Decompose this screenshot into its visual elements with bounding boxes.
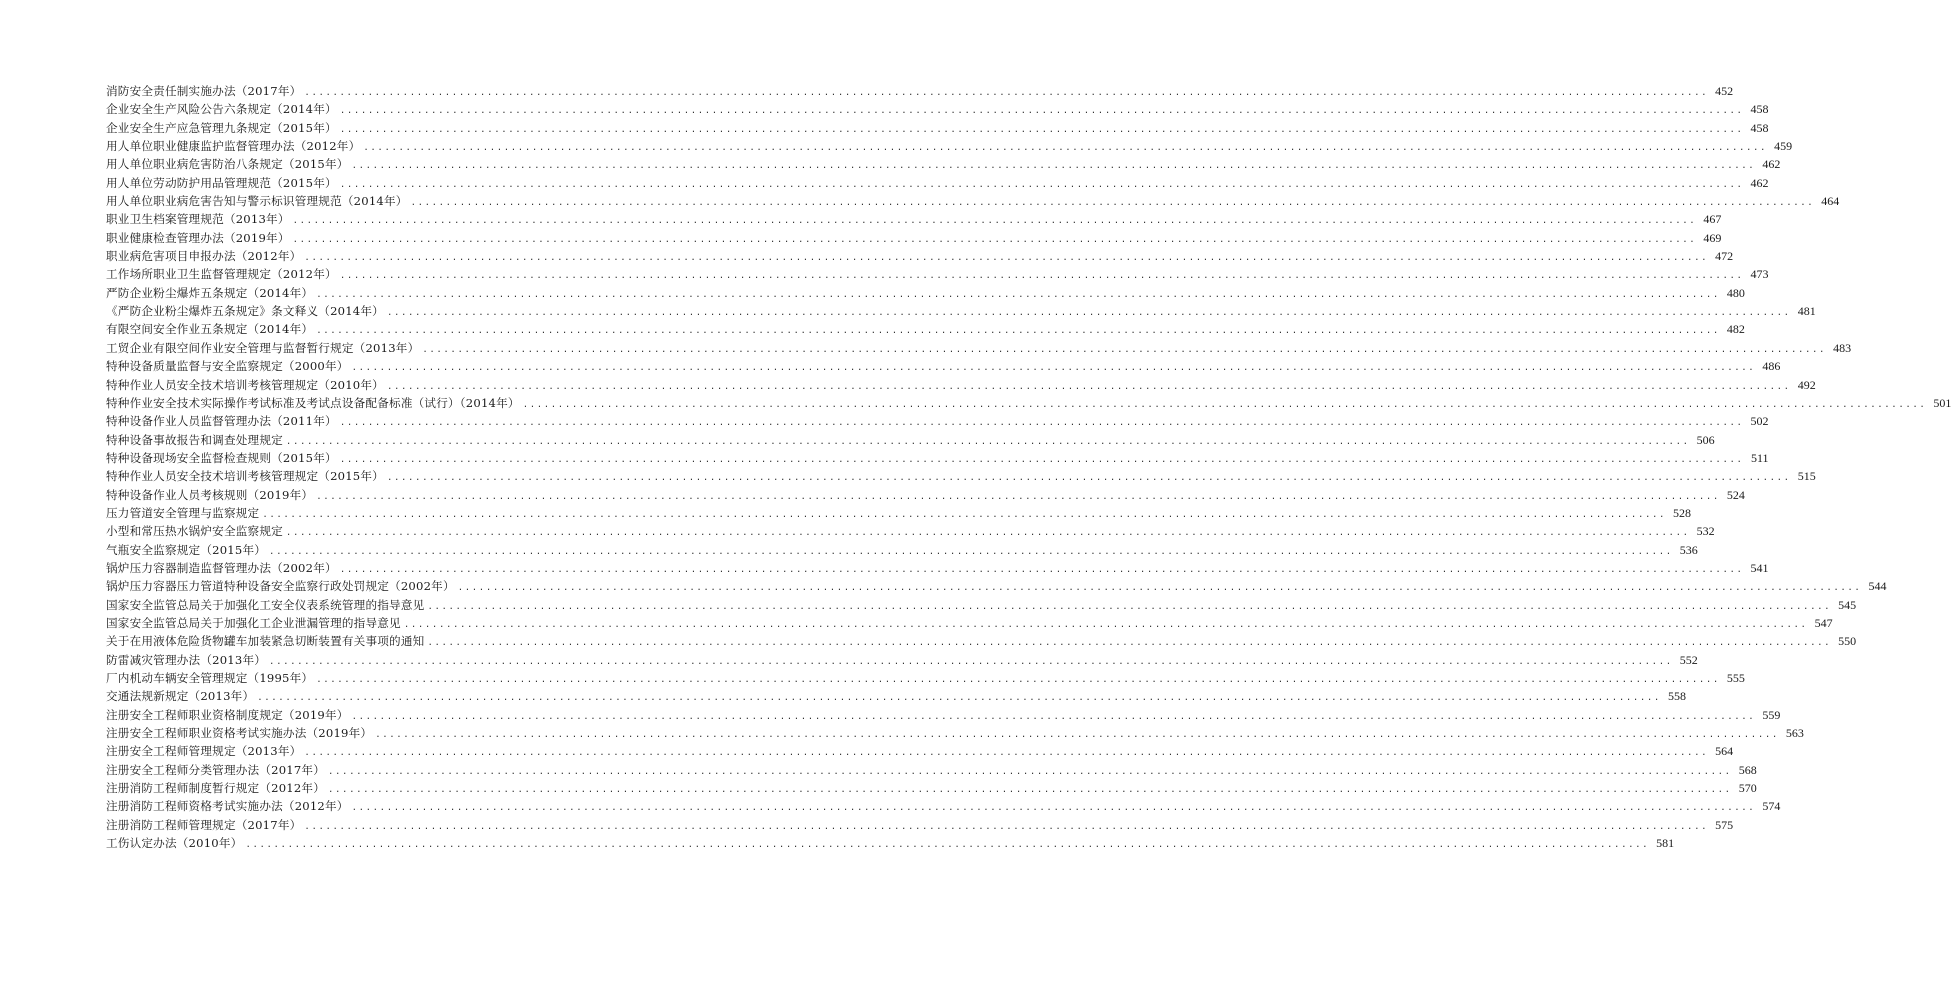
dot-leader: [422, 341, 1826, 359]
toc-entry[interactable]: [106, 816, 1734, 834]
dot-leader: [404, 616, 1808, 634]
dot-leader: [316, 286, 1720, 304]
dot-leader: [458, 579, 1862, 597]
toc-entry[interactable]: [106, 394, 1951, 412]
toc-entry[interactable]: [106, 82, 1734, 100]
toc-entry-page-number: 502: [1750, 414, 1769, 429]
dot-leader: [340, 451, 1744, 469]
toc-entry[interactable]: [106, 320, 1745, 338]
toc-entry[interactable]: [106, 284, 1745, 302]
toc-entry-page-number: 464: [1821, 194, 1840, 209]
toc-entry[interactable]: [106, 614, 1833, 632]
toc-entry-title: 注册安全工程师职业资格制度规定（2019年）: [106, 707, 349, 722]
dot-leader: [340, 414, 1744, 432]
dot-leader: [340, 121, 1744, 139]
toc-entry-page-number: 462: [1762, 157, 1781, 172]
dot-leader: [328, 781, 1732, 799]
dot-leader: [352, 157, 1756, 175]
toc-entry[interactable]: [106, 339, 1852, 357]
toc-entry[interactable]: [106, 522, 1715, 540]
toc-entry-title: 特种作业人员安全技术培训考核管理规定（2015年）: [106, 469, 384, 484]
toc-entry-title: 注册安全工程师职业资格考试实施办法（2019年）: [106, 726, 373, 741]
dot-leader: [352, 708, 1756, 726]
toc-entry-title: 注册消防工程师管理规定（2017年）: [106, 817, 302, 832]
dot-leader: [269, 543, 1673, 561]
toc-entry-page-number: 552: [1679, 652, 1698, 667]
toc-entry-page-number: 563: [1785, 726, 1804, 741]
dot-leader: [293, 212, 1697, 230]
toc-entry-page-number: 545: [1838, 597, 1857, 612]
toc-entry-title: 特种设备现场安全监督检查规则（2015年）: [106, 450, 337, 465]
toc-entry-title: 工伤认定办法（2010年）: [106, 836, 243, 851]
dot-leader: [387, 304, 1791, 322]
toc-entry-page-number: 473: [1750, 267, 1769, 282]
toc-entry[interactable]: [106, 174, 1769, 192]
toc-entry-page-number: 547: [1814, 615, 1833, 630]
toc-entry-page-number: 581: [1656, 836, 1675, 851]
toc-entry-title: 注册安全工程师管理规定（2013年）: [106, 744, 302, 759]
toc-entry[interactable]: [106, 504, 1692, 522]
dot-leader: [316, 671, 1720, 689]
toc-entry[interactable]: [106, 742, 1734, 760]
toc-entry-page-number: 558: [1667, 689, 1686, 704]
dot-leader: [387, 469, 1791, 487]
dot-leader: [340, 267, 1744, 285]
toc-entry[interactable]: [106, 687, 1686, 705]
toc-entry[interactable]: [106, 779, 1757, 797]
toc-entry[interactable]: [106, 210, 1722, 228]
toc-entry-page-number: 570: [1738, 781, 1757, 796]
toc-entry-title: 注册消防工程师制度暂行规定（2012年）: [106, 781, 326, 796]
toc-entry-page-number: 536: [1679, 542, 1698, 557]
toc-entry-title: 特种设备作业人员考核规则（2019年）: [106, 487, 314, 502]
toc-entry[interactable]: [106, 431, 1715, 449]
dot-leader: [352, 799, 1756, 817]
dot-leader: [427, 634, 1831, 652]
toc-entry-title: 有限空间安全作业五条规定（2014年）: [106, 322, 314, 337]
dot-leader: [293, 231, 1697, 249]
toc-entry[interactable]: [106, 596, 1857, 614]
toc-entry[interactable]: [106, 632, 1857, 650]
toc-entry-page-number: 492: [1797, 377, 1816, 392]
toc-entry-title: 特种设备事故报告和调查处理规定: [106, 432, 283, 447]
toc-entry-title: 企业安全生产风险公告六条规定（2014年）: [106, 102, 337, 117]
dot-leader: [340, 561, 1744, 579]
toc-entry-title: 工贸企业有限空间作业安全管理与监督暂行规定（2013年）: [106, 340, 420, 355]
dot-leader: [387, 378, 1791, 396]
toc-entry[interactable]: [106, 302, 1816, 320]
toc-entry-title: 压力管道安全管理与监察规定: [106, 505, 260, 520]
toc-entry[interactable]: [106, 412, 1769, 430]
toc-entry[interactable]: [106, 467, 1816, 485]
toc-entry-title: 严防企业粉尘爆炸五条规定（2014年）: [106, 285, 314, 300]
toc-entry-page-number: 524: [1726, 487, 1745, 502]
toc-entry-title: 锅炉压力容器压力管道特种设备安全监察行政处罚规定（2002年）: [106, 579, 455, 594]
dot-leader: [340, 102, 1744, 120]
toc-entry-title: 企业安全生产应急管理九条规定（2015年）: [106, 120, 337, 135]
dot-leader: [304, 744, 1708, 762]
toc-entry-page-number: 482: [1726, 322, 1745, 337]
dot-leader: [304, 249, 1708, 267]
toc-entry-title: 用人单位职业病危害告知与警示标识管理规范（2014年）: [106, 194, 408, 209]
toc-entry-title: 小型和常压热水锅炉安全监察规定: [106, 524, 283, 539]
toc-entry-title: 职业卫生档案管理规范（2013年）: [106, 212, 290, 227]
toc-entry-title: 特种设备作业人员监督管理办法（2011年）: [106, 414, 337, 429]
dot-leader: [286, 433, 1690, 451]
dot-leader: [363, 139, 1767, 157]
toc-entry-page-number: 544: [1868, 579, 1887, 594]
toc-entry-title: 注册消防工程师资格考试实施办法（2012年）: [106, 799, 349, 814]
toc-entry-page-number: 532: [1696, 524, 1715, 539]
toc-entry-page-number: 564: [1715, 744, 1734, 759]
toc-entry-page-number: 480: [1726, 285, 1745, 300]
toc-entry[interactable]: [106, 651, 1698, 669]
toc-entry-title: 消防安全责任制实施办法（2017年）: [106, 84, 302, 98]
toc-entry-title: 特种作业安全技术实际操作考试标准及考试点设备配备标准（试行）（2014年）: [106, 395, 520, 410]
dot-leader: [304, 84, 1708, 102]
table-of-contents: [106, 82, 1951, 852]
toc-entry[interactable]: [106, 797, 1781, 815]
dot-leader: [328, 763, 1732, 781]
toc-entry-page-number: 469: [1703, 230, 1722, 245]
toc-entry-title: 交通法规新规定（2013年）: [106, 689, 255, 704]
toc-entry[interactable]: [106, 669, 1745, 687]
toc-entry-title: 职业病危害项目申报办法（2012年）: [106, 249, 302, 264]
toc-entry[interactable]: [106, 577, 1887, 595]
dot-leader: [262, 506, 1666, 524]
toc-entry-page-number: 481: [1797, 304, 1816, 319]
toc-entry-page-number: 575: [1715, 817, 1734, 832]
toc-entry[interactable]: [106, 192, 1840, 210]
toc-entry-page-number: 568: [1738, 762, 1757, 777]
toc-entry[interactable]: [106, 706, 1781, 724]
toc-entry-page-number: 472: [1715, 249, 1734, 264]
toc-entry-title: 特种设备质量监督与安全监察规定（2000年）: [106, 359, 349, 374]
toc-entry[interactable]: [106, 761, 1757, 779]
toc-entry-page-number: 506: [1696, 432, 1715, 447]
dot-leader: [427, 598, 1831, 616]
toc-entry-title: 防雷减灾管理办法（2013年）: [106, 652, 267, 667]
toc-entry-page-number: 467: [1703, 212, 1722, 227]
toc-entry-title: 关于在用液体危险货物罐车加装紧急切断装置有关事项的通知: [106, 634, 425, 649]
toc-entry-title: 工作场所职业卫生监督管理规定（2012年）: [106, 267, 337, 282]
dot-leader: [411, 194, 1815, 212]
dot-leader: [245, 836, 1649, 854]
toc-entry-title: 《严防企业粉尘爆炸五条规定》条文释义（2014年）: [106, 304, 384, 319]
toc-entry[interactable]: [106, 559, 1769, 577]
dot-leader: [316, 322, 1720, 340]
toc-entry-page-number: 458: [1750, 120, 1769, 135]
toc-entry[interactable]: [106, 119, 1769, 137]
toc-entry[interactable]: [106, 724, 1804, 742]
toc-entry-title: 用人单位职业健康监护监督管理办法（2012年）: [106, 139, 361, 154]
toc-entry-page-number: 574: [1762, 799, 1781, 814]
toc-entry[interactable]: [106, 541, 1698, 559]
toc-entry-page-number: 462: [1750, 175, 1769, 190]
toc-entry-page-number: 483: [1833, 340, 1852, 355]
toc-entry-title: 特种作业人员安全技术培训考核管理规定（2010年）: [106, 377, 384, 392]
toc-entry[interactable]: [106, 155, 1781, 173]
toc-entry-page-number: 458: [1750, 102, 1769, 117]
dot-leader: [304, 818, 1708, 836]
toc-entry-page-number: 486: [1762, 359, 1781, 374]
toc-entry[interactable]: [106, 376, 1816, 394]
toc-entry[interactable]: [106, 449, 1769, 467]
toc-entry-title: 国家安全监管总局关于加强化工安全仪表系统管理的指导意见: [106, 597, 425, 612]
toc-entry-title: 用人单位职业病危害防治八条规定（2015年）: [106, 157, 349, 172]
toc-entry-page-number: 511: [1750, 450, 1769, 465]
dot-leader: [375, 726, 1779, 744]
toc-entry-title: 国家安全监管总局关于加强化工企业泄漏管理的指导意见: [106, 615, 401, 630]
toc-entry-title: 职业健康检查管理办法（2019年）: [106, 230, 290, 245]
toc-entry-page-number: 559: [1762, 707, 1781, 722]
toc-entry[interactable]: [106, 229, 1722, 247]
toc-entry-title: 用人单位劳动防护用品管理规范（2015年）: [106, 175, 337, 190]
dot-leader: [269, 653, 1673, 671]
toc-entry[interactable]: [106, 137, 1793, 155]
toc-entry[interactable]: [106, 834, 1675, 852]
toc-entry-page-number: 555: [1726, 671, 1745, 685]
toc-entry[interactable]: [106, 265, 1769, 283]
toc-entry-page-number: 550: [1838, 634, 1857, 649]
dot-leader: [340, 176, 1744, 194]
toc-entry[interactable]: [106, 247, 1734, 265]
toc-entry-title: 气瓶安全监察规定（2015年）: [106, 542, 267, 557]
toc-entry-page-number: 459: [1774, 139, 1793, 154]
toc-entry[interactable]: [106, 357, 1781, 375]
toc-entry-title: 注册安全工程师分类管理办法（2017年）: [106, 762, 326, 777]
toc-entry-page-number: 515: [1797, 469, 1816, 484]
dot-leader: [523, 396, 1927, 414]
toc-entry-page-number: 528: [1673, 505, 1692, 520]
dot-leader: [257, 689, 1661, 707]
dot-leader: [286, 524, 1690, 542]
dot-leader: [316, 488, 1720, 506]
toc-entry[interactable]: [106, 486, 1745, 504]
toc-entry-page-number: 541: [1750, 560, 1769, 575]
toc-entry[interactable]: [106, 100, 1769, 118]
toc-entry-page-number: 452: [1715, 84, 1734, 98]
toc-entry-title: 锅炉压力容器制造监督管理办法（2002年）: [106, 560, 337, 575]
toc-entry-title: 厂内机动车辆安全管理规定（1995年）: [106, 671, 314, 685]
dot-leader: [352, 359, 1756, 377]
toc-entry-page-number: 501: [1933, 395, 1951, 410]
